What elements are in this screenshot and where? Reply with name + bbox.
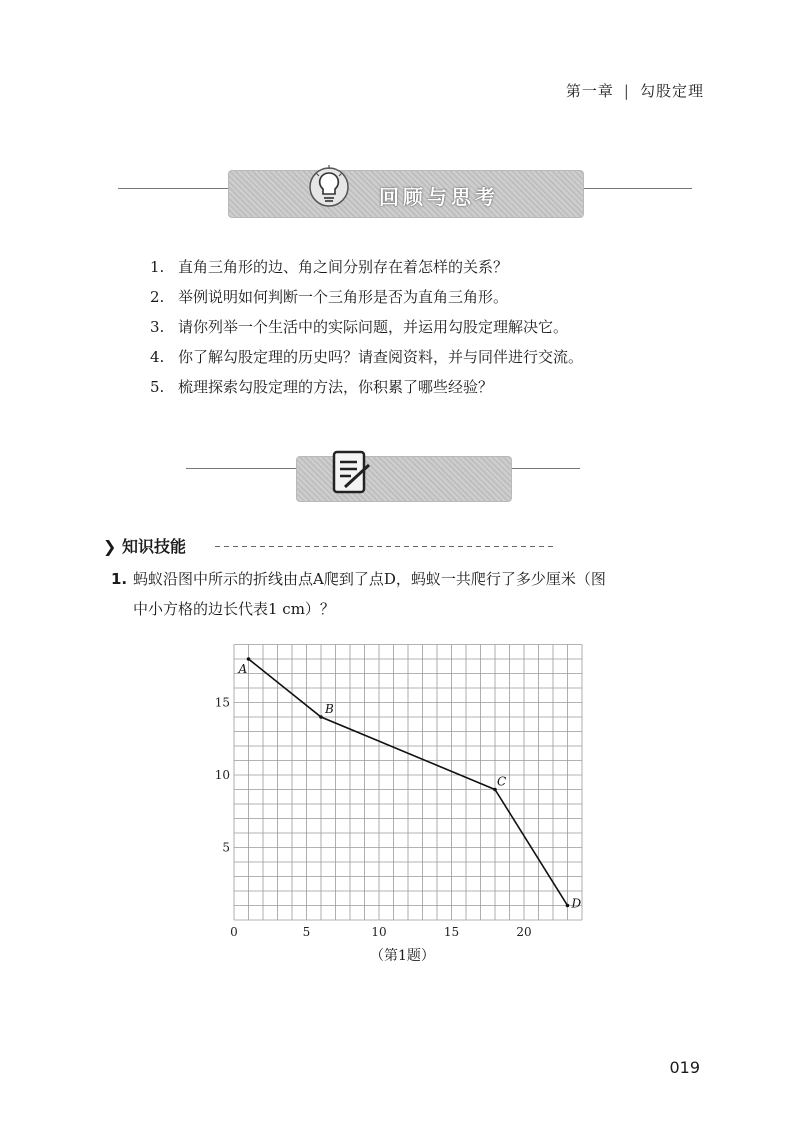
x-tick-label: 10	[371, 925, 387, 939]
review-banner-title: 回顾与思考	[379, 185, 499, 209]
exercise-rule-right	[510, 468, 580, 469]
question-text: 请你列举一个生活中的实际问题，并运用勾股定理解决它。	[178, 318, 569, 336]
path-point	[247, 657, 251, 661]
problem-number: 1.	[111, 570, 128, 588]
chevron-right-icon: ❯	[103, 537, 117, 556]
problem-text-line-1: 蚂蚁沿图中所示的折线由点A爬到了点D，蚂蚁一共爬行了多少厘米（图	[133, 570, 606, 588]
question-number: 2.	[150, 288, 165, 306]
subsection-title: 知识技能	[121, 537, 186, 556]
review-question-list	[150, 252, 583, 402]
question-text: 直角三角形的边、角之间分别存在着怎样的关系？	[178, 258, 509, 276]
problem-line-1	[111, 564, 711, 594]
banner-rule-left	[118, 188, 228, 189]
chapter-header	[566, 80, 704, 101]
problem-text-line-2: 中小方格的边长代表1 cm）？	[133, 600, 335, 618]
question-text: 你了解勾股定理的历史吗？请查阅资料，并与同伴进行交流。	[178, 348, 584, 366]
knowledge-skills-heading	[103, 534, 186, 557]
chapter-title: 勾股定理	[639, 82, 704, 100]
review-question-2	[150, 282, 583, 312]
path-point	[566, 904, 570, 908]
exercise-rule-left	[186, 468, 296, 469]
question-text: 梳理探索勾股定理的方法，你积累了哪些经验？	[178, 378, 494, 396]
x-tick-label: 15	[443, 925, 460, 939]
exercise-banner	[296, 456, 512, 502]
y-tick-label: 5	[222, 840, 230, 855]
notebook-pencil-icon	[331, 449, 373, 497]
page-number: 019	[669, 1058, 700, 1077]
review-question-4	[150, 342, 583, 372]
question-number: 5.	[150, 378, 165, 396]
banner-rule-right	[582, 188, 692, 189]
header-separator: |	[623, 82, 630, 100]
y-tick-label: 15	[214, 695, 230, 710]
ant-path-grid-chart	[200, 640, 610, 940]
review-banner	[228, 170, 584, 218]
section-dashed-rule	[215, 546, 555, 547]
question-text: 举例说明如何判断一个三角形是否为直角三角形。	[178, 288, 509, 306]
path-point	[319, 715, 323, 719]
x-tick-label: 20	[516, 925, 532, 939]
x-tick-label: 0	[230, 925, 238, 939]
review-question-3	[150, 312, 583, 342]
review-question-1	[150, 252, 583, 282]
question-number: 1.	[150, 258, 165, 276]
point-label: C	[497, 774, 507, 789]
point-label: A	[238, 662, 248, 676]
point-label: D	[571, 896, 582, 911]
lightbulb-icon	[309, 159, 349, 221]
review-question-5	[150, 372, 583, 402]
question-number: 4.	[150, 348, 165, 366]
y-tick-label: 10	[214, 768, 230, 782]
figure-caption: （第1题）	[370, 948, 435, 964]
point-label: B	[325, 702, 334, 716]
question-number: 3.	[150, 318, 165, 336]
problem-1	[111, 564, 711, 624]
chapter-label: 第一章	[565, 82, 614, 100]
x-tick-label: 5	[302, 925, 311, 939]
